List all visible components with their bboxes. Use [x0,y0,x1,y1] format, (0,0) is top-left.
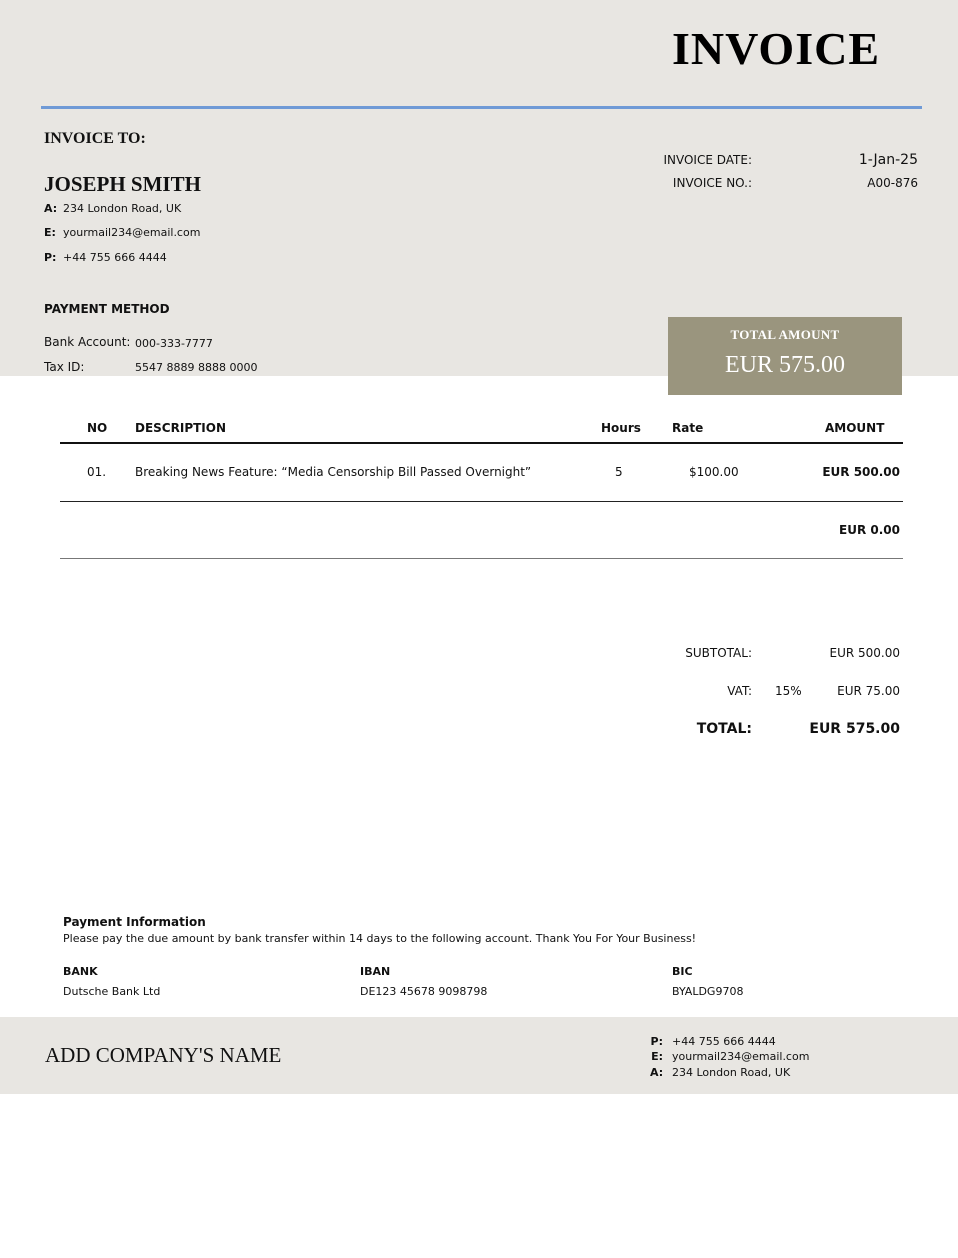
row-divider [60,501,903,502]
client-phone [44,251,167,264]
bic-label: BIC [672,965,693,978]
iban-column [360,965,487,998]
tax-id-value: 5547 8889 8888 0000 [135,361,258,374]
invoice-date-label: INVOICE DATE: [663,153,752,167]
bic-value: BYALDG9708 [672,985,744,998]
footer-phone [650,1035,776,1048]
footer-email-value: yourmail234@email.com [672,1050,810,1063]
footer-phone-key: P: [650,1035,663,1048]
payment-info-title: Payment Information [63,915,206,929]
footer-address-value: 234 London Road, UK [672,1066,791,1079]
payment-method-label: PAYMENT METHOD [44,302,170,316]
iban-label: IBAN [360,965,391,978]
table-bottom-rule [60,558,903,559]
vat-value: EUR 75.00 [837,684,900,698]
bic-column [672,965,743,998]
footer-address [650,1066,790,1079]
company-name: ADD COMPANY'S NAME [45,1043,282,1067]
col-header-rate: Rate [672,421,704,435]
vat-rate: 15% [775,684,802,698]
invoice-number-row [650,176,918,190]
total-value: EUR 575.00 [809,721,900,737]
bank-label: BANK [63,965,98,978]
header-divider [41,106,922,109]
vat-label: VAT: [727,684,752,698]
invoice-date-value: 1-Jan-25 [858,152,918,168]
table-header-rule [60,442,903,444]
phone-value: +44 755 666 4444 [63,251,167,264]
footer-email-key: E: [651,1050,663,1063]
client-email [44,226,200,239]
tax-id-label: Tax ID: [44,360,85,374]
col-header-amount: AMOUNT [825,421,885,435]
invoice-number-value: A00-876 [867,176,918,190]
row-1-hours: 5 [615,465,623,479]
bank-account-row [44,335,213,350]
client-address [44,202,181,215]
row-2-amount: EUR 0.00 [839,523,900,537]
col-header-no: NO [87,421,108,435]
payment-info-text: Please pay the due amount by bank transfer within 14 days to the following account. Thank You For Your Business! [63,932,697,945]
invoice-title: INVOICE [672,23,881,74]
subtotal-value: EUR 500.00 [829,646,900,660]
footer-address-key: A: [650,1066,664,1079]
footer-phone-value: +44 755 666 4444 [672,1035,776,1048]
row-1-amount: EUR 500.00 [822,465,900,479]
address-value: 234 London Road, UK [63,202,182,215]
total-label: TOTAL: [696,721,752,737]
bank-value: Dutsche Bank Ltd [63,985,161,998]
email-key: E: [44,226,56,239]
bank-account-value: 000-333-7777 [135,337,213,350]
total-amount-label: TOTAL AMOUNT [730,327,840,342]
email-value: yourmail234@email.com [63,226,201,239]
total-amount-value: EUR 575.00 [725,352,845,378]
tax-id-row [44,360,257,374]
footer-email [650,1050,809,1063]
row-1-rate: $100.00 [689,465,739,479]
total-amount-box [668,317,902,395]
row-1-description: Breaking News Feature: “Media Censorship Bill Passed Overnight” [135,465,532,479]
bank-column [63,965,160,998]
col-header-description: DESCRIPTION [135,421,227,435]
iban-value: DE123 45678 9098798 [360,985,488,998]
invoice-to-label: INVOICE TO: [44,130,146,147]
col-header-hours: Hours [601,421,641,435]
address-key: A: [44,202,58,215]
client-name: JOSEPH SMITH [44,172,201,196]
invoice-date-row [650,153,918,168]
invoice-number-label: INVOICE NO.: [672,176,752,190]
bank-account-label: Bank Account: [44,335,131,349]
row-1-no: 01. [87,465,107,479]
phone-key: P: [44,251,57,264]
subtotal-label: SUBTOTAL: [685,646,752,660]
